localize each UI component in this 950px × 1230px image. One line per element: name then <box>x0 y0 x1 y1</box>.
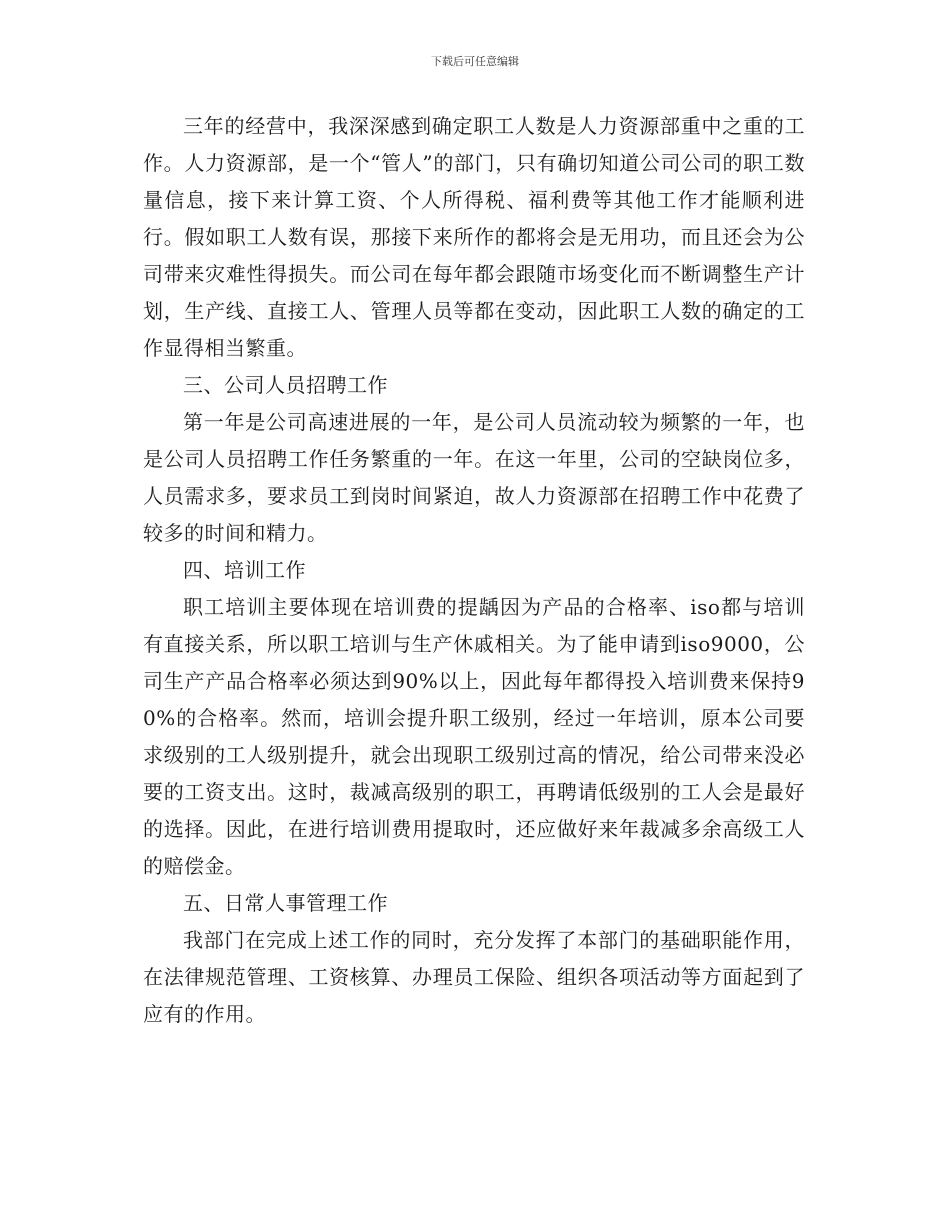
heading-recruitment: 三、公司人员招聘工作 <box>183 373 388 397</box>
paragraph-staff-count: 三年的经营中，我深深感到确定职工人数是人力资源部重中之重的工作。人力资源部，是一个“管人”的部门，只有确切知道公司公司的职工数量信息，接下来计算工资、个人所得税、福利费等其他工作才能顺利进行。假如职工人数有误，那接下来所作的都将会是无用功，而且还会为公司带来灾难性得损失。而公司在每年都会跟随市场变化而不断调整生产计划，生产线、直接工人、管理人员等都在变动，因此职工人数的确定的工作显得相当繁重。 <box>143 114 805 360</box>
paragraph-recruitment: 第一年是公司高速进展的一年，是公司人员流动较为频繁的一年，也是公司人员招聘工作任务繁重的一年。在这一年里，公司的空缺岗位多，人员需求多，要求员工到岗时间紧迫，故人力资源部在招聘工作中花费了较多的时间和精力。 <box>143 410 805 545</box>
document-body <box>143 108 805 1033</box>
heading-daily-hr: 五、日常人事管理工作 <box>183 891 388 915</box>
page-header-note: 下载后可任意编辑 <box>431 55 519 68</box>
heading-training: 四、培训工作 <box>183 558 306 582</box>
paragraph-training: 职工培训主要体现在培训费的提龋因为产品的合格率、iso都与培训有直接关系，所以职工培训与生产休戚相关。为了能申请到iso9000，公司生产产品合格率必须达到90%以上，因此每年都得投入培训费来保持90%的合格率。然而，培训会提升职工级别，经过一年培训，原本公司要求级别的工人级别提升，就会出现职工级别过高的情况，给公司带来没必要的工资支出。这时，裁减高级别的职工，再聘请低级别的工人会是最好的选择。因此，在进行培训费用提取时，还应做好来年裁减多余高级工人的赔偿金。 <box>143 595 805 878</box>
paragraph-daily-hr: 我部门在完成上述工作的同时，充分发挥了本部门的基础职能作用，在法律规范管理、工资核算、办理员工保险、组织各项活动等方面起到了应有的作用。 <box>143 928 805 1026</box>
